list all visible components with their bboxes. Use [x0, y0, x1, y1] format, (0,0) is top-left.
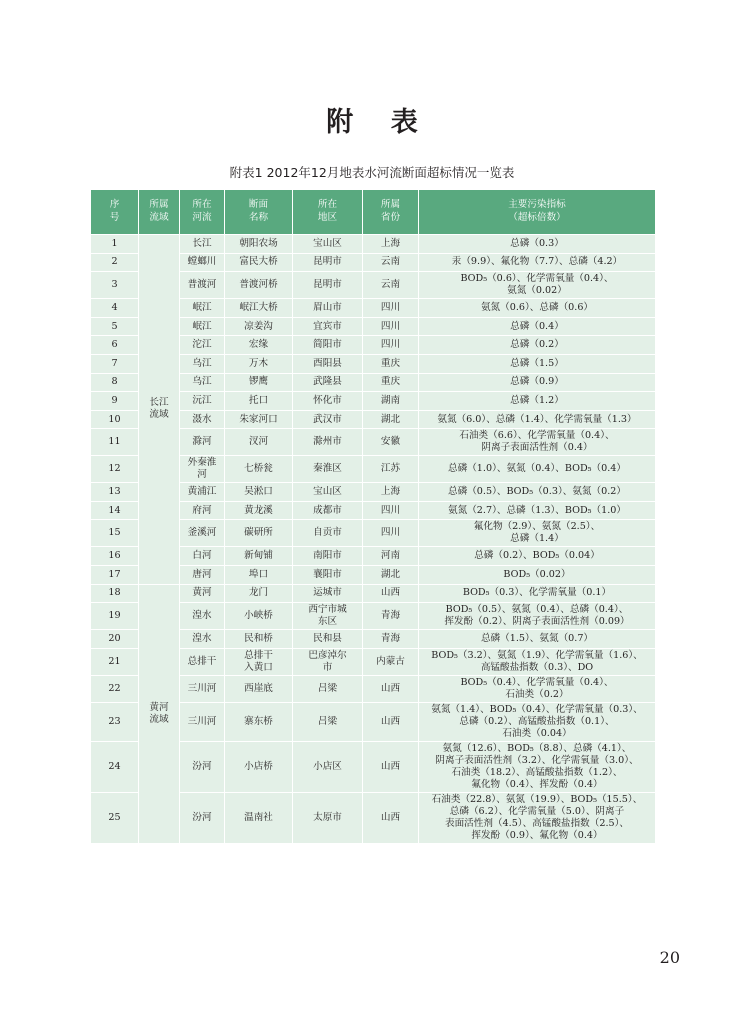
river-cell: 湟水	[180, 603, 225, 630]
area-cell: 小店区	[293, 741, 363, 792]
river-cell: 外秦淮 河	[180, 456, 225, 483]
province-cell: 重庆	[363, 373, 419, 392]
indicators-cell: 氨氮（6.0）、总磷（1.4）、化学需氧量（1.3）	[419, 410, 656, 429]
section-cell: 小峡桥	[225, 603, 293, 630]
river-cell: 府河	[180, 501, 225, 520]
section-cell: 民和桥	[225, 630, 293, 649]
page-number: 20	[659, 948, 680, 967]
exceedance-table	[90, 189, 656, 844]
province-cell: 云南	[363, 272, 419, 299]
area-cell: 宝山区	[293, 235, 363, 254]
province-cell: 江苏	[363, 456, 419, 483]
area-cell: 巴彦淖尔 市	[293, 648, 363, 675]
row-number-cell: 21	[91, 648, 139, 675]
indicators-cell: 总磷（1.5）、氨氮（0.7）	[419, 630, 656, 649]
row-number-cell: 1	[91, 235, 139, 254]
province-cell: 河南	[363, 547, 419, 566]
province-cell: 山西	[363, 741, 419, 792]
row-number-cell: 16	[91, 547, 139, 566]
area-cell: 武汉市	[293, 410, 363, 429]
province-cell: 湖南	[363, 392, 419, 411]
area-cell: 吕梁	[293, 675, 363, 702]
province-cell: 山西	[363, 675, 419, 702]
river-cell: 乌江	[180, 354, 225, 373]
section-cell: 宏缘	[225, 336, 293, 355]
indicators-cell: 总磷（0.2）	[419, 336, 656, 355]
header-basin: 所属 流域	[139, 190, 180, 235]
section-cell: 埠口	[225, 566, 293, 585]
river-cell: 长江	[180, 235, 225, 254]
section-cell: 富民大桥	[225, 253, 293, 272]
row-number-cell: 11	[91, 429, 139, 456]
area-cell: 吕梁	[293, 702, 363, 741]
indicators-cell: 总磷（0.4）	[419, 317, 656, 336]
indicators-cell: 石油类（6.6）、化学需氧量（0.4）、 阴离子表面活性剂（0.4）	[419, 429, 656, 456]
table-header-row	[91, 190, 656, 235]
area-cell: 襄阳市	[293, 566, 363, 585]
section-cell: 小店桥	[225, 741, 293, 792]
basin-cell: 黄河 流域	[139, 584, 180, 843]
area-cell: 西宁市城 东区	[293, 603, 363, 630]
row-number-cell: 9	[91, 392, 139, 411]
river-cell: 黄浦江	[180, 483, 225, 502]
province-cell: 安徽	[363, 429, 419, 456]
river-cell: 黄河	[180, 584, 225, 603]
indicators-cell: BOD₅（0.6）、化学需氧量（0.4）、 氨氮（0.02）	[419, 272, 656, 299]
indicators-cell: BOD₅（3.2）、氨氮（1.9）、化学需氧量（1.6）、 高锰酸盐指数（0.3）、DO	[419, 648, 656, 675]
province-cell: 四川	[363, 299, 419, 318]
header-section: 断面 名称	[225, 190, 293, 235]
river-cell: 三川河	[180, 675, 225, 702]
area-cell: 宜宾市	[293, 317, 363, 336]
province-cell: 上海	[363, 483, 419, 502]
section-cell: 西崖底	[225, 675, 293, 702]
section-cell: 普渡河桥	[225, 272, 293, 299]
section-cell: 碳研所	[225, 520, 293, 547]
area-cell: 秦淮区	[293, 456, 363, 483]
river-cell: 唐河	[180, 566, 225, 585]
area-cell: 南阳市	[293, 547, 363, 566]
province-cell: 湖北	[363, 566, 419, 585]
header-indicators: 主要污染指标 （超标倍数）	[419, 190, 656, 235]
river-cell: 滠水	[180, 410, 225, 429]
indicators-cell: 石油类（22.8）、氨氮（19.9）、BOD₅（15.5）、 总磷（6.2）、化学需氧量（5.0）、阴离子 表面活性剂（4.5）、高锰酸盐指数（2.5）、 挥发酚（0.9）、氟化物（0.4）	[419, 792, 656, 843]
row-number-cell: 6	[91, 336, 139, 355]
river-cell: 滁河	[180, 429, 225, 456]
indicators-cell: 总磷（1.2）	[419, 392, 656, 411]
river-cell: 三川河	[180, 702, 225, 741]
area-cell: 自贡市	[293, 520, 363, 547]
row-number-cell: 20	[91, 630, 139, 649]
indicators-cell: 总磷（0.9）	[419, 373, 656, 392]
row-number-cell: 22	[91, 675, 139, 702]
area-cell: 武隆县	[293, 373, 363, 392]
indicators-cell: 氨氮（12.6）、BOD₅（8.8）、总磷（4.1）、 阴离子表面活性剂（3.2）、化学需氧量（3.0）、 石油类（18.2）、高锰酸盐指数（1.2）、 氟化物（0.4）、挥发酚（0.4）	[419, 741, 656, 792]
row-number-cell: 3	[91, 272, 139, 299]
row-number-cell: 2	[91, 253, 139, 272]
area-cell: 简阳市	[293, 336, 363, 355]
province-cell: 云南	[363, 253, 419, 272]
province-cell: 青海	[363, 603, 419, 630]
row-number-cell: 19	[91, 603, 139, 630]
area-cell: 运城市	[293, 584, 363, 603]
row-number-cell: 14	[91, 501, 139, 520]
section-cell: 岷江大桥	[225, 299, 293, 318]
row-number-cell: 5	[91, 317, 139, 336]
header-river: 所在 河流	[180, 190, 225, 235]
indicators-cell: 总磷（0.3）	[419, 235, 656, 254]
indicators-cell: 氨氮（1.4）、BOD₅（0.4）、化学需氧量（0.3）、 总磷（0.2）、高锰酸盐指数（0.1）、 石油类（0.04）	[419, 702, 656, 741]
river-cell: 普渡河	[180, 272, 225, 299]
indicators-cell: BOD₅（0.4）、化学需氧量（0.4）、 石油类（0.2）	[419, 675, 656, 702]
section-cell: 朝阳农场	[225, 235, 293, 254]
row-number-cell: 24	[91, 741, 139, 792]
area-cell: 太原市	[293, 792, 363, 843]
area-cell: 民和县	[293, 630, 363, 649]
province-cell: 重庆	[363, 354, 419, 373]
area-cell: 宝山区	[293, 483, 363, 502]
row-number-cell: 8	[91, 373, 139, 392]
section-cell: 总排干 入黄口	[225, 648, 293, 675]
indicators-cell: 总磷（1.0）、氨氮（0.4）、BOD₅（0.4）	[419, 456, 656, 483]
row-number-cell: 25	[91, 792, 139, 843]
indicators-cell: BOD₅（0.3）、化学需氧量（0.1）	[419, 584, 656, 603]
river-cell: 湟水	[180, 630, 225, 649]
indicators-cell: 氨氮（0.6）、总磷（0.6）	[419, 299, 656, 318]
indicators-cell: 氨氮（2.7）、总磷（1.3）、BOD₅（1.0）	[419, 501, 656, 520]
province-cell: 四川	[363, 317, 419, 336]
section-cell: 朱家河口	[225, 410, 293, 429]
indicators-cell: 汞（9.9）、氟化物（7.7）、总磷（4.2）	[419, 253, 656, 272]
river-cell: 汾河	[180, 792, 225, 843]
river-cell: 岷江	[180, 299, 225, 318]
section-cell: 龙门	[225, 584, 293, 603]
section-cell: 吴淞口	[225, 483, 293, 502]
section-cell: 凉姜沟	[225, 317, 293, 336]
area-cell: 成都市	[293, 501, 363, 520]
river-cell: 乌江	[180, 373, 225, 392]
river-cell: 沅江	[180, 392, 225, 411]
area-cell: 滁州市	[293, 429, 363, 456]
province-cell: 四川	[363, 520, 419, 547]
page-heading: 附 表	[326, 107, 432, 138]
indicators-cell: BOD₅（0.02）	[419, 566, 656, 585]
river-cell: 岷江	[180, 317, 225, 336]
area-cell: 昆明市	[293, 272, 363, 299]
row-number-cell: 17	[91, 566, 139, 585]
row-number-cell: 15	[91, 520, 139, 547]
section-cell: 温南社	[225, 792, 293, 843]
river-cell: 总排干	[180, 648, 225, 675]
section-cell: 汊河	[225, 429, 293, 456]
river-cell: 沱江	[180, 336, 225, 355]
section-cell: 黄龙溪	[225, 501, 293, 520]
area-cell: 昆明市	[293, 253, 363, 272]
indicators-cell: 氟化物（2.9）、氨氮（2.5）、 总磷（1.4）	[419, 520, 656, 547]
province-cell: 上海	[363, 235, 419, 254]
header-province: 所属 省份	[363, 190, 419, 235]
row-number-cell: 13	[91, 483, 139, 502]
header-no: 序 号	[91, 190, 139, 235]
table-row	[91, 584, 656, 603]
river-cell: 螳螂川	[180, 253, 225, 272]
section-cell: 寨东桥	[225, 702, 293, 741]
province-cell: 山西	[363, 584, 419, 603]
province-cell: 湖北	[363, 410, 419, 429]
section-cell: 锣鹰	[225, 373, 293, 392]
basin-cell: 长江 流域	[139, 235, 180, 585]
province-cell: 青海	[363, 630, 419, 649]
province-cell: 四川	[363, 501, 419, 520]
row-number-cell: 23	[91, 702, 139, 741]
area-cell: 怀化市	[293, 392, 363, 411]
section-cell: 托口	[225, 392, 293, 411]
indicators-cell: 总磷（0.5）、BOD₅（0.3）、氨氮（0.2）	[419, 483, 656, 502]
province-cell: 山西	[363, 792, 419, 843]
province-cell: 内蒙古	[363, 648, 419, 675]
row-number-cell: 10	[91, 410, 139, 429]
river-cell: 白河	[180, 547, 225, 566]
section-cell: 万木	[225, 354, 293, 373]
river-cell: 汾河	[180, 741, 225, 792]
indicators-cell: BOD₅（0.5）、氨氮（0.4）、总磷（0.4）、 挥发酚（0.2）、阴离子表面活性剂（0.09）	[419, 603, 656, 630]
province-cell: 四川	[363, 336, 419, 355]
indicators-cell: 总磷（0.2）、BOD₅（0.04）	[419, 547, 656, 566]
table-row	[91, 235, 656, 254]
row-number-cell: 4	[91, 299, 139, 318]
row-number-cell: 18	[91, 584, 139, 603]
river-cell: 釜溪河	[180, 520, 225, 547]
section-cell: 七桥瓮	[225, 456, 293, 483]
section-cell: 新甸铺	[225, 547, 293, 566]
area-cell: 眉山市	[293, 299, 363, 318]
table-caption: 附表1 2012年12月地表水河流断面超标情况一览表	[229, 165, 515, 180]
area-cell: 酉阳县	[293, 354, 363, 373]
row-number-cell: 12	[91, 456, 139, 483]
row-number-cell: 7	[91, 354, 139, 373]
province-cell: 山西	[363, 702, 419, 741]
header-area: 所在 地区	[293, 190, 363, 235]
indicators-cell: 总磷（1.5）	[419, 354, 656, 373]
